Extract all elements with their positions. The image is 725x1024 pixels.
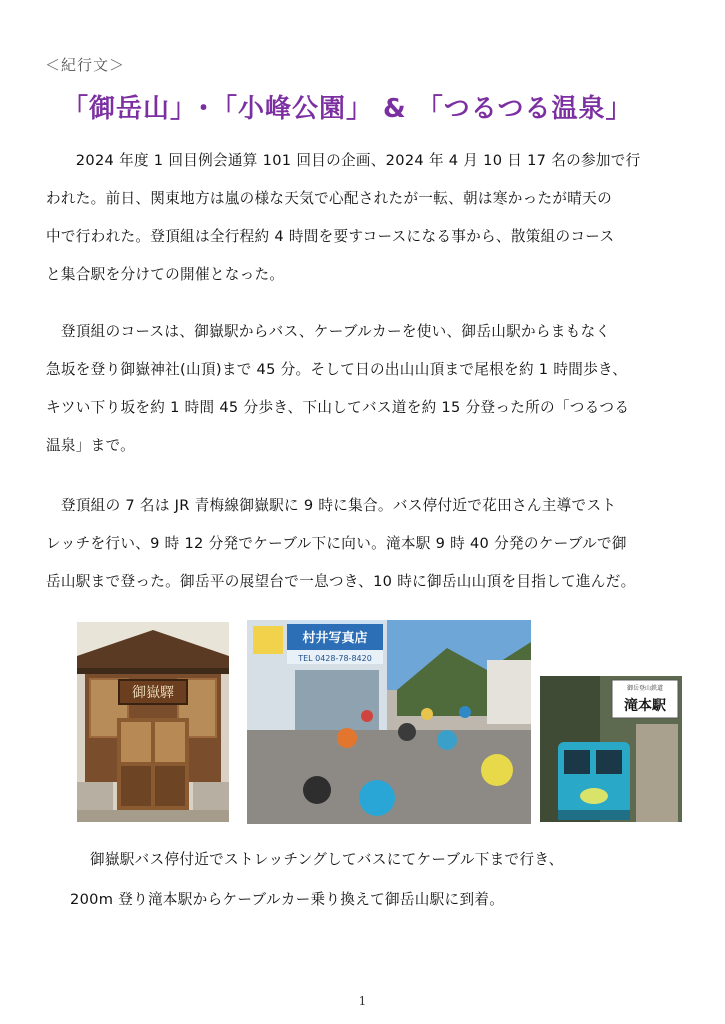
station-photo (77, 622, 229, 822)
paragraph-line: レッチを行い、9 時 12 分発でケーブル下に向い。滝本駅 9 時 40 分発のケーブルで御 (46, 535, 627, 552)
paragraph-line: われた。前日、関東地方は嵐の様な天気で心配されたが一転、朝は寒かったが晴天の (46, 190, 612, 207)
paragraph-line: キツい下り坂を約 1 時間 45 分歩き、下山してバス道を約 15 分登った所の「つるつる (46, 399, 630, 416)
stretching-photo (247, 620, 531, 824)
paragraph-3 (46, 487, 691, 601)
cablecar-photo (540, 676, 682, 822)
shop-sign-text: 村井写真店 (302, 631, 368, 646)
photo-caption-line: 御嶽駅バス停付近でストレッチングしてバスにてケーブル下まで行き、 (90, 851, 564, 868)
page-number: 1 (358, 994, 367, 1008)
paragraph-line: 登頂組のコースは、御嶽駅からバス、ケーブルカーを使い、御岳山駅からまもなく (46, 323, 611, 340)
photo-caption-line: 200m 登り滝本駅からケーブルカー乗り換えて御岳山駅に到着。 (70, 891, 505, 908)
paragraph-1 (46, 142, 691, 294)
paragraph-line: 温泉」まで。 (46, 437, 136, 454)
shop-phone-text: TEL 0428-78-8420 (298, 654, 372, 663)
station-sign-text: 御嶽驛 (132, 685, 174, 701)
paragraph-line: 登頂組の 7 名は JR 青梅線御嶽駅に 9 時に集合。バス停付近で花田さん主導でスト (46, 497, 617, 514)
paragraph-line: 2024 年度 1 回目例会通算 101 回目の企画、2024 年 4 月 10 日 17 名の参加で行 (46, 152, 641, 169)
page-title: 「御岳山」･「小峰公園」 & 「つるつる温泉」 (62, 94, 633, 124)
section-label: ＜紀行文＞ (45, 56, 126, 74)
paragraph-line: 急坂を登り御嶽神社(山頂)まで 45 分。そして日の出山山頂まで尾根を約 1 時間歩き、 (46, 361, 628, 378)
paragraph-2 (46, 313, 691, 465)
paragraph-line: 岳山駅まで登った。御岳平の展望台で一息つき、10 時に御岳山山頂を目指して進んだ。 (46, 573, 636, 590)
paragraph-line: 中で行われた。登頂組は全行程約 4 時間を要すコースになる事から、散策組のコース (46, 228, 615, 245)
railway-sign-text: 御岳登山鉄道 (626, 685, 664, 692)
paragraph-line: と集合駅を分けての開催となった。 (46, 266, 285, 283)
takimoto-sign-text: 滝本駅 (624, 698, 666, 714)
